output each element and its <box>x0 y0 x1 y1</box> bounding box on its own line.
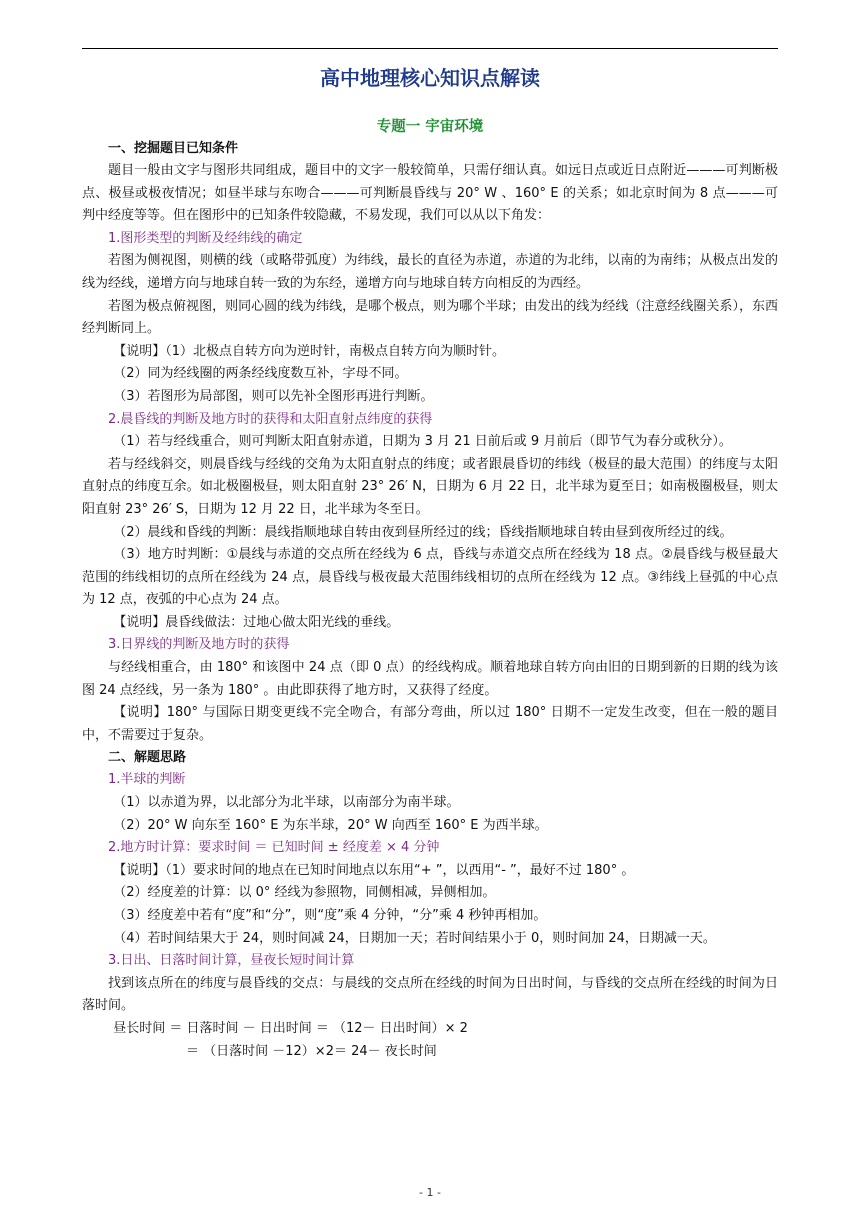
paragraph: 题目一般由文字与图形共同组成，题目中的文字一般较简单，只需仔细认真。如远日点或近日点附近———可判断极点、极昼或极夜情况；如昼半球与东吻合———可判断晨昏线与 20° W 、160° E 的关系；如北京时间为 8 点———可判中经度等等。但在图形中的已知条件较隐藏，不易发现，我们可以从以下角发： <box>82 163 778 224</box>
note: 【说明】（1）北极点自转方向为逆时针，南极点自转方向为顺时针。 <box>113 343 505 359</box>
paragraph: （1）若与经线重合，则可判断太阳直射赤道，日期为 3 月 21 日前后或 9 月前后（即节气为春分或秋分）。 <box>113 434 732 450</box>
note: （3）经度差中若有“度”和“分”，则“度”乘 4 分钟，“分”乘 4 秒钟再相加。 <box>113 908 547 923</box>
note: （4）若时间结果大于 24，则时间减 24，日期加一天；若时间结果小于 0，则时间加 24，日期减一天。 <box>113 930 716 946</box>
section-heading: 二、解题思路 <box>108 750 187 766</box>
header-rule <box>82 48 778 49</box>
subsection-heading: 2.晨昏线的判断及地方时的获得和太阳直射点纬度的获得 <box>108 411 433 427</box>
paragraph: 找到该点所在的纬度与晨昏线的交点：与晨线的交点所在经线的时间为日出时间，与昏线的交点所在经线的时间为日落时间。 <box>82 975 778 1014</box>
note: 【说明】（1）要求时间的地点在已知时间地点以东用“+ ”，以西用“- ”，最好不过 180° 。 <box>113 862 635 878</box>
subsection-heading: 1.图形类型的判断及经纬线的确定 <box>108 230 303 246</box>
subsection-heading: 3.日界线的判断及地方时的获得 <box>108 637 290 653</box>
subsection-heading: 3.日出、日落时间计算，昼夜长短时间计算 <box>108 953 355 969</box>
paragraph: （2）晨线和昏线的判断：晨线指顺地球自转由夜到昼所经过的线；昏线指顺地球自转由昼到夜所经过的线。 <box>113 524 733 540</box>
document-content <box>82 60 778 1063</box>
chapter-title: 专题一 宇宙环境 <box>376 119 484 135</box>
paragraph: 若图为极点俯视图，则同心圆的线为纬线，是哪个极点，则为哪个半球；由发出的线为经线（注意经线圈关系），东西经判断同上。 <box>82 298 778 337</box>
note: （2）经度差的计算：以 0° 经线为参照物，同侧相减，异侧相加。 <box>113 885 496 901</box>
note: （2）同为经线圈的两条经线度数互补，字母不同。 <box>113 366 408 382</box>
note: 【说明】晨昏线做法：过地心做太阳光线的垂线。 <box>113 614 400 630</box>
formula-line: ＝ （日落时间 －12）×2＝ 24－ 夜长时间 <box>186 1043 437 1059</box>
paragraph: （1）以赤道为界，以北部分为北半球，以南部分为南半球。 <box>113 795 460 811</box>
paragraph: （3）地方时判断：①晨线与赤道的交点所在经线为 6 点，昏线与赤道交点所在经线为 18 点。②晨昏线与极昼最大范围的纬线相切的点所在经线为 24 点，晨昏线与极夜最大范围纬线相切的点所在经线为 12 点。③纬线上昼弧的中心点为 12 点，夜弧的中心点为 24 点。 <box>82 547 778 608</box>
paragraph: 与经线相重合，由 180° 和该图中 24 点（即 0 点）的经线构成。顺着地球自转方向由旧的日期到新的日期的线为该图 24 点经线，另一条为 180° 。由此即获得了地方时，又获得了经度。 <box>82 660 778 698</box>
subsection-heading: 1.半球的判断 <box>108 772 186 788</box>
paragraph: （2）20° W 向东至 160° E 为东半球，20° W 向西至 160° E 为西半球。 <box>113 817 548 833</box>
formula-line: 昼长时间 ＝ 日落时间 － 日出时间 ＝ （12－ 日出时间）× 2 <box>113 1020 468 1036</box>
paragraph: 若图为侧视图，则横的线（或略带弧度）为纬线，最长的直径为赤道，赤道的为北纬，以南的为南纬；从极点出发的线为经线，递增方向与地球自转一致的为东经，递增方向与地球自转方向相反的为西经。 <box>82 253 778 291</box>
page-title: 高中地理核心知识点解读 <box>320 66 540 90</box>
paragraph: 若与经线斜交，则晨昏线与经线的交角为太阳直射点的纬度；或者跟晨昏切的纬线（极昼的最大范围）的纬度与太阳直射点的纬度互余。如北极圈极昼，则太阳直射 23° 26′ N，日期为 6 月 22 日，北半球为夏至日；如南极圈极昼，则太阳直射 23° 26′ S，日期为 12 月 22 日，北半球为冬至日。 <box>82 456 778 517</box>
section-heading: 一、挖掘题目已知条件 <box>108 141 239 156</box>
note: 【说明】180° 与国际日期变更线不完全吻合，有部分弯曲，所以过 180° 日期不一定发生改变，但在一般的题目中，不需要过于复杂。 <box>82 705 778 743</box>
subsection-heading: 2.地方时计算：要求时间 ＝ 已知时间 ± 经度差 × 4 分钟 <box>108 840 440 856</box>
note: （3）若图形为局部图，则可以先补全图形再进行判断。 <box>113 388 434 404</box>
page-number: - 1 - <box>419 1186 441 1199</box>
